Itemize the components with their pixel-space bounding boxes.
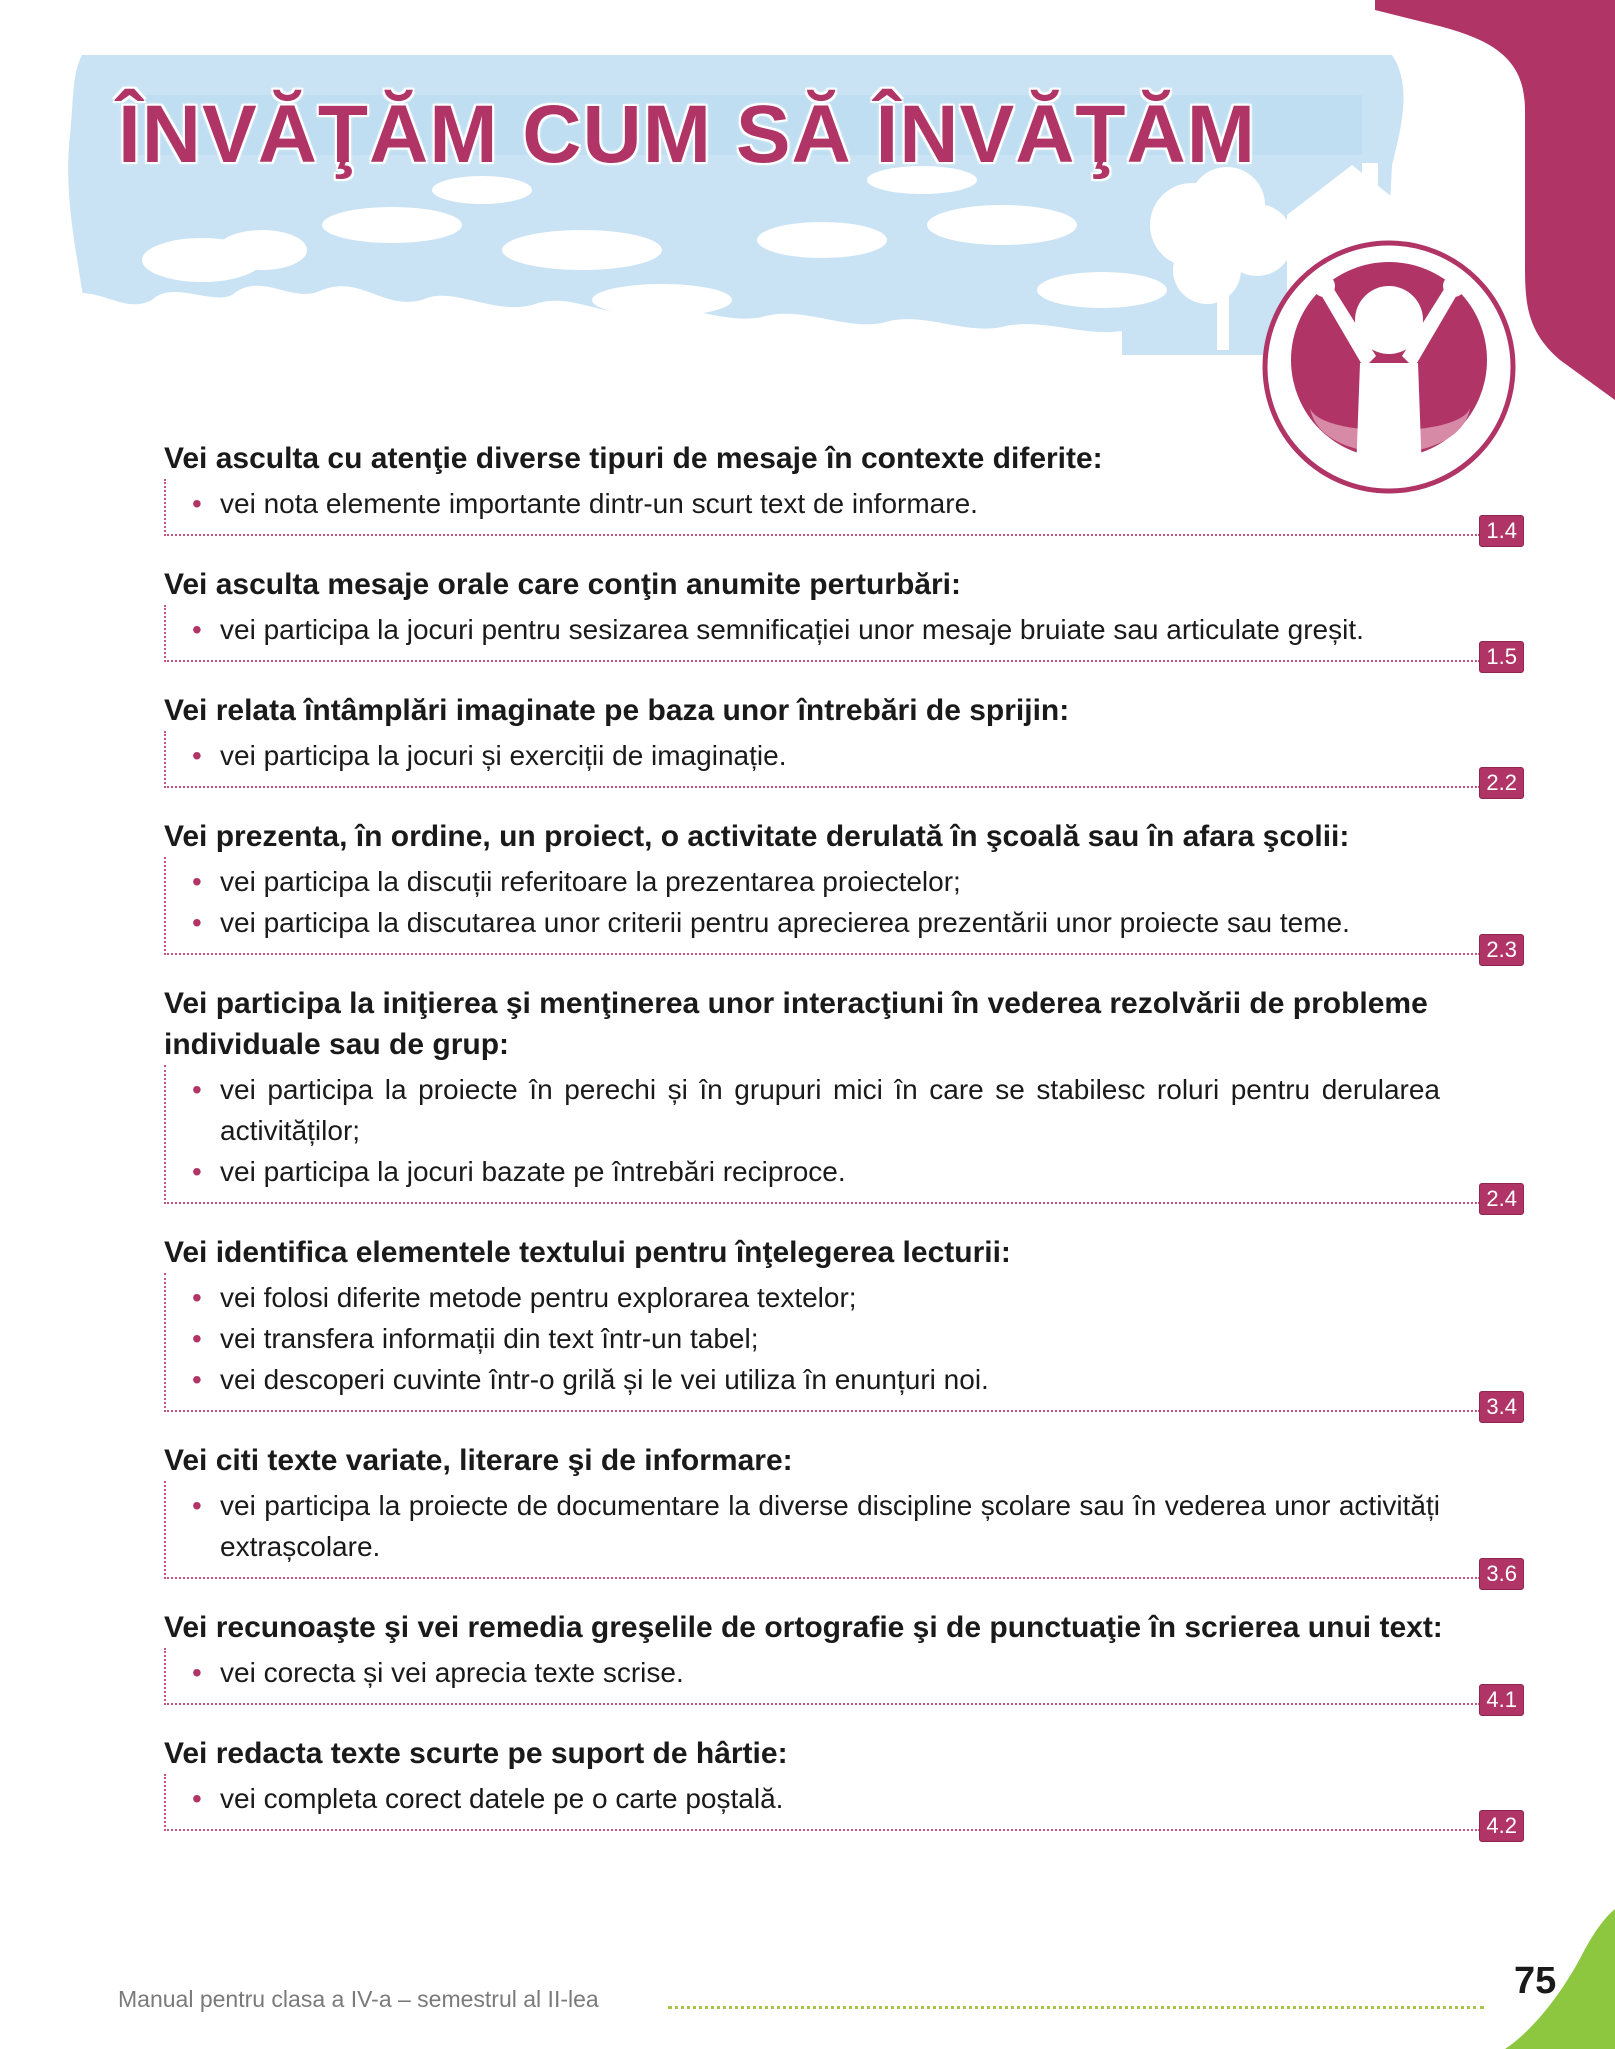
list-item: • vei descoperi cuvinte într-o grilă și le vei utiliza în enunțuri noi.: [190, 1359, 1440, 1400]
list-item: • vei participa la proiecte în perechi și în grupuri mici în care se stabilesc roluri pentru derularea activităților;: [190, 1069, 1440, 1151]
objective-6: [164, 1232, 1524, 1419]
competency-code-badge: 1.4: [1479, 515, 1524, 547]
bullet-icon: •: [192, 740, 202, 771]
competency-code-badge: 2.4: [1479, 1183, 1524, 1215]
list-item: • vei completa corect datele pe o carte poștală.: [190, 1778, 1440, 1819]
bullet-icon: •: [192, 1156, 202, 1187]
bullet-icon: •: [192, 1282, 202, 1313]
list-item: • vei participa la discuții referitoare la prezentarea proiectelor;: [190, 861, 1440, 902]
list-item: • vei transfera informații din text într-un tabel;: [190, 1318, 1440, 1359]
objective-8: [164, 1607, 1524, 1712]
objectives-list: [164, 438, 1524, 1838]
objective-body: [164, 731, 1517, 795]
objective-body: [164, 605, 1517, 669]
objective-body: [164, 1273, 1517, 1419]
bullet-icon: •: [192, 1074, 202, 1105]
objective-heading: Vei asculta cu atenţie diverse tipuri de mesaje în contexte diferite:: [164, 442, 1103, 475]
list-item: • vei participa la proiecte de documentare la diverse discipline școlare sau în vederea unor activități extrașcolare.: [190, 1485, 1440, 1567]
objective-9: [164, 1733, 1524, 1838]
competency-code-badge: 3.4: [1479, 1391, 1524, 1423]
list-item: • vei participa la discutarea unor criterii pentru aprecierea prezentării unor proiecte sau teme.: [190, 902, 1440, 943]
list-item: • vei nota elemente importante dintr-un scurt text de informare.: [190, 483, 1440, 524]
list-item: • vei participa la jocuri bazate pe întrebări reciproce.: [190, 1151, 1440, 1192]
bullet-icon: •: [192, 1323, 202, 1354]
competency-code-badge: 4.1: [1479, 1684, 1524, 1716]
footer-divider: [668, 2006, 1484, 2009]
objective-heading: Vei recunoaşte şi vei remedia greşelile de ortografie şi de punctuaţie în scrierea unui text:: [164, 1611, 1443, 1644]
objective-heading: Vei citi texte variate, literare şi de informare:: [164, 1444, 793, 1477]
competency-code-badge: 2.2: [1479, 767, 1524, 799]
list-item: • vei corecta și vei aprecia texte scrise.: [190, 1652, 1440, 1693]
list-item: • vei participa la jocuri și exerciții de imaginație.: [190, 735, 1440, 776]
objective-heading: Vei relata întâmplări imaginate pe baza unor întrebări de sprijin:: [164, 694, 1070, 727]
objective-body: [164, 1774, 1517, 1838]
bullet-icon: •: [192, 1364, 202, 1395]
objective-1: [164, 438, 1524, 543]
page-number: 75: [1514, 1960, 1557, 2002]
objective-heading: Vei asculta mesaje orale care conţin anumite perturbări:: [164, 568, 961, 601]
page-title: ÎNVĂŢĂM CUM SĂ ÎNVĂŢĂM: [118, 89, 1257, 180]
objective-heading: Vei participa la iniţierea şi menţinerea unor interacţiuni în vederea rezolvării de probleme individuale sau de grup:: [164, 987, 1428, 1061]
objective-2: [164, 564, 1524, 669]
bullet-icon: •: [192, 866, 202, 897]
objective-body: [164, 1648, 1517, 1712]
objective-body: [164, 1481, 1517, 1586]
competency-code-badge: 4.2: [1479, 1810, 1524, 1842]
list-item: • vei folosi diferite metode pentru explorarea textelor;: [190, 1277, 1440, 1318]
objective-4: [164, 816, 1524, 962]
objective-body: [164, 479, 1517, 543]
objective-heading: Vei redacta texte scurte pe suport de hârtie:: [164, 1737, 788, 1770]
competency-code-badge: 2.3: [1479, 934, 1524, 966]
objective-body: [164, 1065, 1517, 1211]
bullet-icon: •: [192, 1783, 202, 1814]
bullet-icon: •: [192, 1657, 202, 1688]
competency-code-badge: 3.6: [1479, 1558, 1524, 1590]
bullet-icon: •: [192, 907, 202, 938]
objective-3: [164, 690, 1524, 795]
bullet-icon: •: [192, 488, 202, 519]
competency-code-badge: 1.5: [1479, 641, 1524, 673]
objective-body: [164, 857, 1517, 962]
objective-heading: Vei prezenta, în ordine, un proiect, o activitate derulată în şcoală sau în afara şcolii:: [164, 820, 1350, 853]
objective-heading: Vei identifica elementele textului pentru înţelegerea lecturii:: [164, 1236, 1011, 1269]
objective-7: [164, 1440, 1524, 1586]
bullet-icon: •: [192, 1490, 202, 1521]
footer-text: Manual pentru clasa a IV-a – semestrul al II-lea: [118, 1986, 599, 2012]
bullet-icon: •: [192, 614, 202, 645]
objective-5: [164, 983, 1524, 1211]
list-item: • vei participa la jocuri pentru sesizarea semnificației unor mesaje bruiate sau articulate greșit.: [190, 609, 1440, 650]
